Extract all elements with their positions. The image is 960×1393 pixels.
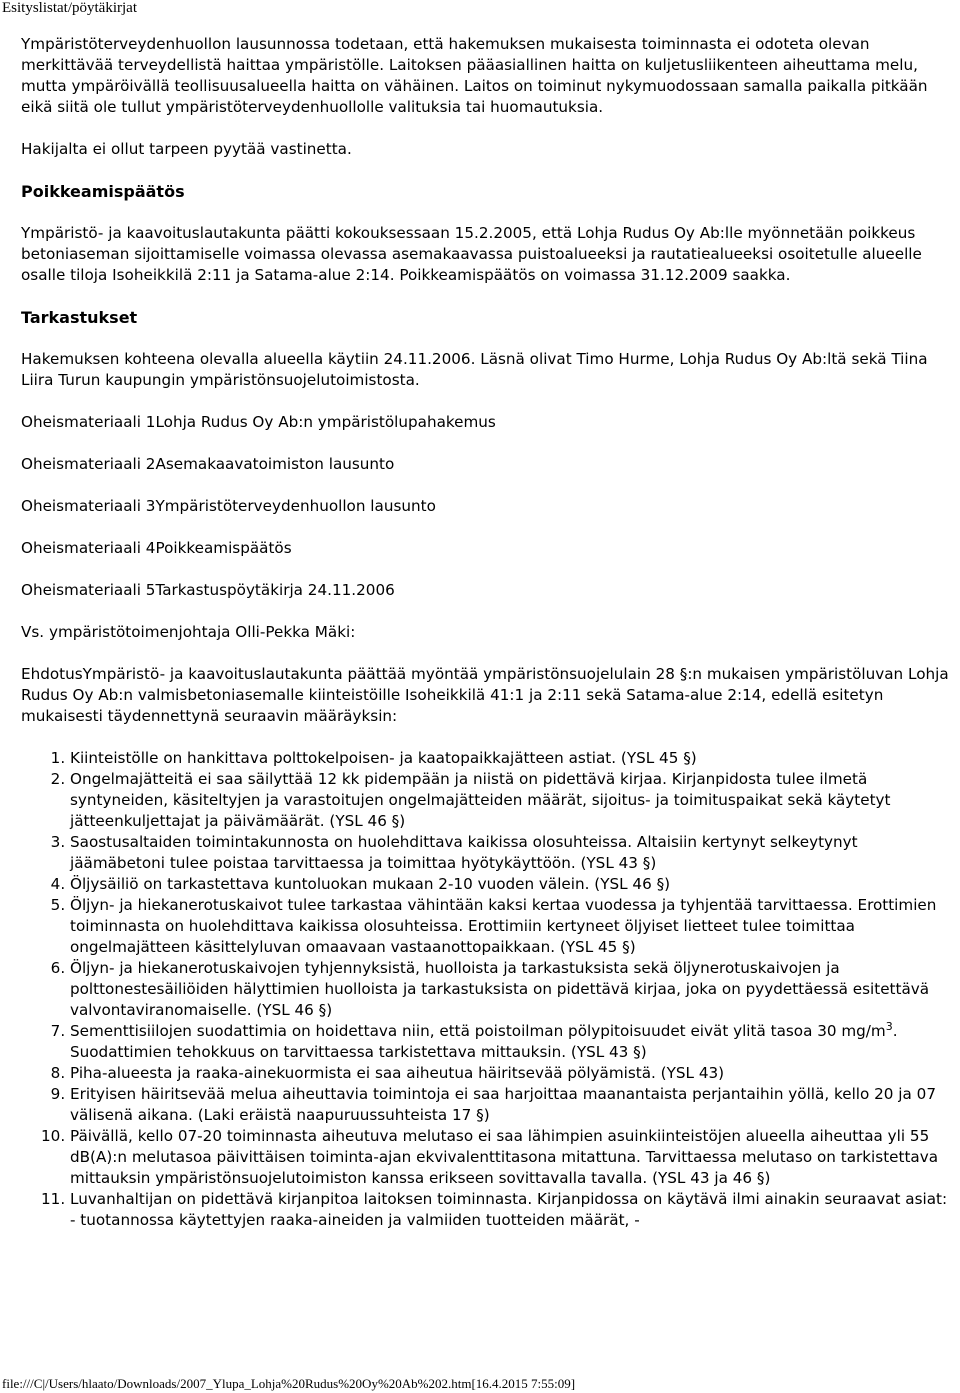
exemption-paragraph: Ympäristö- ja kaavoituslautakunta päätti kokouksessaan 15.2.2005, että Lohja Rudus Oy Ab:lle myönnetään poikkeus betoniaseman sijoittamiselle voimassa olevassa asemakaavassa puistoalueeksi ja rautatiealueeksi osoitetulle alueelle osalle tiloja Isoheikkilä 2:11 ja Satama-alue 2:14. Poikkeamispäätös on voimassa 31.12.2009 saakka. bbox=[21, 224, 922, 284]
attachment-1: Oheismateriaali 1Lohja Rudus Oy Ab:n ympäristölupahakemus bbox=[21, 413, 496, 431]
attachment-4: Oheismateriaali 4Poikkeamispäätös bbox=[21, 539, 292, 557]
superscript: 3 bbox=[885, 1019, 893, 1033]
condition-item: 2. Ongelmajätteitä ei saa säilyttää 12 kk pidempään ja niistä on pidettävä kirjaa. Kirjanpidosta tulee ilmetä syntyneiden, käsiteltyjen ja varastoitujen ongelmajätteiden määrät, sijoitus- ja toimituspaikat sekä käytetyt jätteenkuljettajat ja päivämäärät. (YSL 46 §) bbox=[70, 769, 957, 832]
no-response-paragraph: Hakijalta ei ollut tarpeen pyytää vastinetta. bbox=[21, 140, 352, 158]
condition-item: 10. Päivällä, kello 07-20 toiminnasta aiheutuva melutaso ei saa lähimpien asuinkiinteistöjen alueella aiheuttaa yli 55 dB(A):n melutasoa päivittäisen toiminta-ajan ekvivalenttitasona mitattuna. Tarvittaessa melutaso on tarkistettava mittauksin ympäristönsuojelutoimiston kanssa erikseen sovittavalla tavalla. (YSL 43 ja 46 §) bbox=[70, 1126, 957, 1189]
attachment-3: Oheismateriaali 3Ympäristöterveydenhuollon lausunto bbox=[21, 497, 436, 515]
condition-text-rest: . Suodattimien tehokkuus on tarvittaessa tarkistettava mittauksin. (YSL 43 §) bbox=[70, 1022, 898, 1061]
footer-file-path: file:///C|/Users/hlaato/Downloads/2007_Ylupa_Lohja%20Rudus%20Oy%20Ab%202.htm[16.4.2015 7:55:09] bbox=[2, 1376, 576, 1391]
condition-item: 1. Kiinteistölle on hankittava polttokelpoisen- ja kaatopaikkajätteen astiat. (YSL 45 §) bbox=[70, 748, 957, 769]
condition-item: 6. Öljyn- ja hiekanerotuskaivojen tyhjennyksistä, huolloista ja tarkastuksista sekä öljynerotuskaivojen ja polttonestesäiliöiden hälyttimien huolloista ja tarkastuksista on pidettävä kirjaa, joka on pyydettäessä esitettävä valvontaviranomaiselle. (YSL 46 §) bbox=[70, 958, 957, 1021]
document-body bbox=[21, 34, 957, 1231]
condition-item: 4. Öljysäiliö on tarkastettava kuntoluokan mukaan 2-10 vuoden välein. (YSL 46 §) bbox=[70, 874, 957, 895]
condition-item: 8. Piha-alueesta ja raaka-ainekuormista ei saa aiheutua häiritsevää pölyämistä. (YSL 43) bbox=[70, 1063, 957, 1084]
attachment-2: Oheismateriaali 2Asemakaavatoimiston lausunto bbox=[21, 455, 395, 473]
signer-line: Vs. ympäristötoimenjohtaja Olli-Pekka Mäki: bbox=[21, 623, 356, 641]
conditions-list bbox=[21, 748, 957, 1231]
inspections-heading: Tarkastukset bbox=[21, 308, 138, 327]
condition-item: 9. Erityisen häiritsevää melua aiheuttavia toimintoja ei saa harjoittaa maanantaista perjantaihin yöllä, kello 20 ja 07 välisenä aikana. (Laki eräistä naapuruussuhteista 17 §) bbox=[70, 1084, 957, 1126]
exemption-heading: Poikkeamispäätös bbox=[21, 182, 185, 201]
condition-text: Sementtisiilojen suodattimia on hoidettava niin, että poistoilman pölypitoisuudet eivät ylitä tasoa 30 mg/m bbox=[70, 1022, 886, 1040]
health-statement-paragraph: Ympäristöterveydenhuollon lausunnossa todetaan, että hakemuksen mukaisesta toiminnasta ei odoteta olevan merkittävää terveydellistä haittaa ympäristölle. Laitoksen pääasiallinen haitta on kuljetusliikenteen aiheuttama melu, mutta ympäröivällä teollisuusalueella haitta on vähäinen. Laitos on toiminut nykymuodossaan samalla paikalla pitkään eikä siitä ole tullut ympäristöterveydenhuollolle valituksia tai huomautuksia. bbox=[21, 35, 928, 116]
condition-item: 3. Saostusaltaiden toimintakunnosta on huolehdittava kaikissa olosuhteissa. Altaisiin kertynyt selkeytynyt jäämäbetoni tulee poistaa tarvittaessa ja toimittaa hyötykäyttöön. (YSL 43 §) bbox=[70, 832, 957, 874]
attachment-5: Oheismateriaali 5Tarkastuspöytäkirja 24.11.2006 bbox=[21, 581, 395, 599]
page-header-title: Esityslistat/pöytäkirjat bbox=[2, 0, 137, 16]
condition-item: 5. Öljyn- ja hiekanerotuskaivot tulee tarkastaa vähintään kaksi kertaa vuodessa ja tyhjentää tarvittaessa. Erottimien toiminnasta on huolehdittava kaikissa olosuhteissa. Erottimiin kertyneet öljyiset lietteet tulee toimittaa ongelmajätteen käsittelyluvan omaavaan vastaanottopaikkaan. (YSL 45 §) bbox=[70, 895, 957, 958]
proposal-paragraph: EhdotusYmpäristö- ja kaavoituslautakunta päättää myöntää ympäristönsuojelulain 28 §:n mukaisen ympäristöluvan Lohja Rudus Oy Ab:n valmisbetoniasemalle kiinteistöille Isoheikkilä 41:1 ja 2:11 sekä Satama-alue 2:14, edellä esitetyn mukaisesti täydennettynä seuraavin määräyksin: bbox=[21, 665, 949, 725]
condition-item bbox=[70, 1021, 957, 1063]
condition-item: 11. Luvanhaltijan on pidettävä kirjanpitoa laitoksen toiminnasta. Kirjanpidossa on käytävä ilmi ainakin seuraavat asiat: - tuotannossa käytettyjen raaka-aineiden ja valmiiden tuotteiden määrät, - bbox=[70, 1189, 957, 1231]
inspection-paragraph: Hakemuksen kohteena olevalla alueella käytiin 24.11.2006. Läsnä olivat Timo Hurme, Lohja Rudus Oy Ab:ltä sekä Tiina Liira Turun kaupungin ympäristönsuojelutoimistosta. bbox=[21, 350, 928, 389]
